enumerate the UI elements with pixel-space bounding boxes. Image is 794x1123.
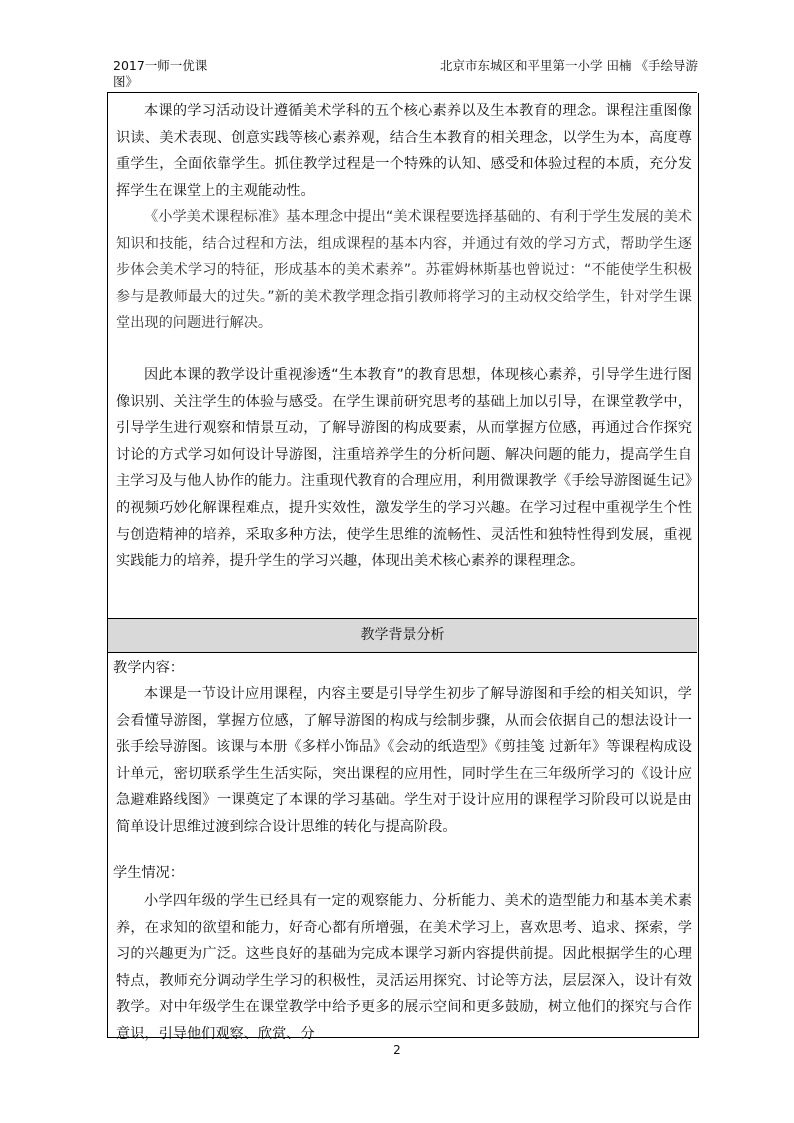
header-right: 北京市东城区和平里第一小学 田楠 《手绘导游 — [440, 58, 698, 73]
paragraph-curriculum-standard: 《小学美术课程标准》基本理念中提出“美术课程要选择基础的、有利于学生发展的美术知识和技能，结合过程和方法，组成课程的基本内容，并通过有效的学习方式，帮助学生逐步体会美术学习的特征，形成基本的美术素养”。苏霍姆林斯基也曾说过：“不能使学生积极参与是教师最大的过失。”新的美术教学理念指引教师将学习的主动权交给学生，针对学生课堂出现的问题进行解决。 — [116, 209, 692, 332]
paragraph-teaching-content: 本课是一节设计应用课程，内容主要是引导学生初步了解导游图和手绘的相关知识，学会看懂导游图，掌握方位感，了解导游图的构成与绘制步骤，从而会依据自己的想法设计一张手绘导游图。该课与本册《多样小饰品》《会动的纸造型》《剪挂笺 过新年》等课程构成设计单元，密切联系学生生活实际，突出课程的应用性，同时学生在三年级所学习的《设计应急避难路线图》一课奠定了本课的学习基础。学生对于设计应用的课程学习阶段可以说是由简单设计思维过渡到综合设计思维的转化与提高阶段。 — [116, 686, 692, 835]
header-left: 2017一师一优课图》 — [113, 58, 208, 89]
paragraph-teaching-design: 因此本课的教学设计重视渗透“生本教育”的教育思想，体现核心素养，引导学生进行图像识别、关注学生的体验与感受。在学生课前研究思考的基础上加以引导，在课堂教学中，引导学生进行观察和情景互动，了解导游图的构成要素，从而掌握方位感，再通过合作探究讨论的方式学习如何设计导游图，注重培养学生的分析问题、解决问题的能力，提高学生自主学习及与他人协作的能力。注重现代教育的合理应用，利用微课教学《手绘导游图诞生记》的视频巧妙化解课程难点，提升实效性，激发学生的学习兴趣。在学习过程中重视学生个性与创造精神的培养，采取多种方法，使学生思维的流畅性、灵活性和独特性得到发展，重视实践能力的培养，提升学生的学习兴趣，体现出美术核心素养的课程理念。 — [116, 367, 692, 570]
page-number: 2 — [393, 1043, 401, 1057]
paragraph-student-situation: 小学四年级的学生已经具有一定的观察能力、分析能力、美术的造型能力和基本美术素养，在求知的欲望和能力，好奇心都有所增强，在美术学习上，喜欢思考、追求、探索，学习的兴趣更为广泛。这些良好的基础为完成本课学习新内容提供前提。因此根据学生的心理特点，教师充分调动学生学习的积极性，灵活运用探究、讨论等方法，层层深入，设计有效教学。对中年级学生在课堂教学中给予更多的展示空间和更多鼓励，树立他们的探究与合作意识，引导他们观察、欣赏、分 — [116, 893, 692, 1042]
label-teaching-content: 教学内容： — [113, 660, 184, 676]
section-title-teaching-background: 教学背景分析 — [108, 619, 697, 653]
paragraph-core-literacy: 本课的学习活动设计遵循美术学科的五个核心素养以及生本教育的理念。课程注重图像识读、美术表现、创意实践等核心素养观，结合生本教育的相关理念，以学生为本，高度尊重学生，全面依靠学生。抓住教学过程是一个特殊的认知、感受和体验过程的本质，充分发挥学生在课堂上的主观能动性。 — [116, 103, 692, 199]
label-student-situation: 学生情况： — [113, 865, 184, 881]
